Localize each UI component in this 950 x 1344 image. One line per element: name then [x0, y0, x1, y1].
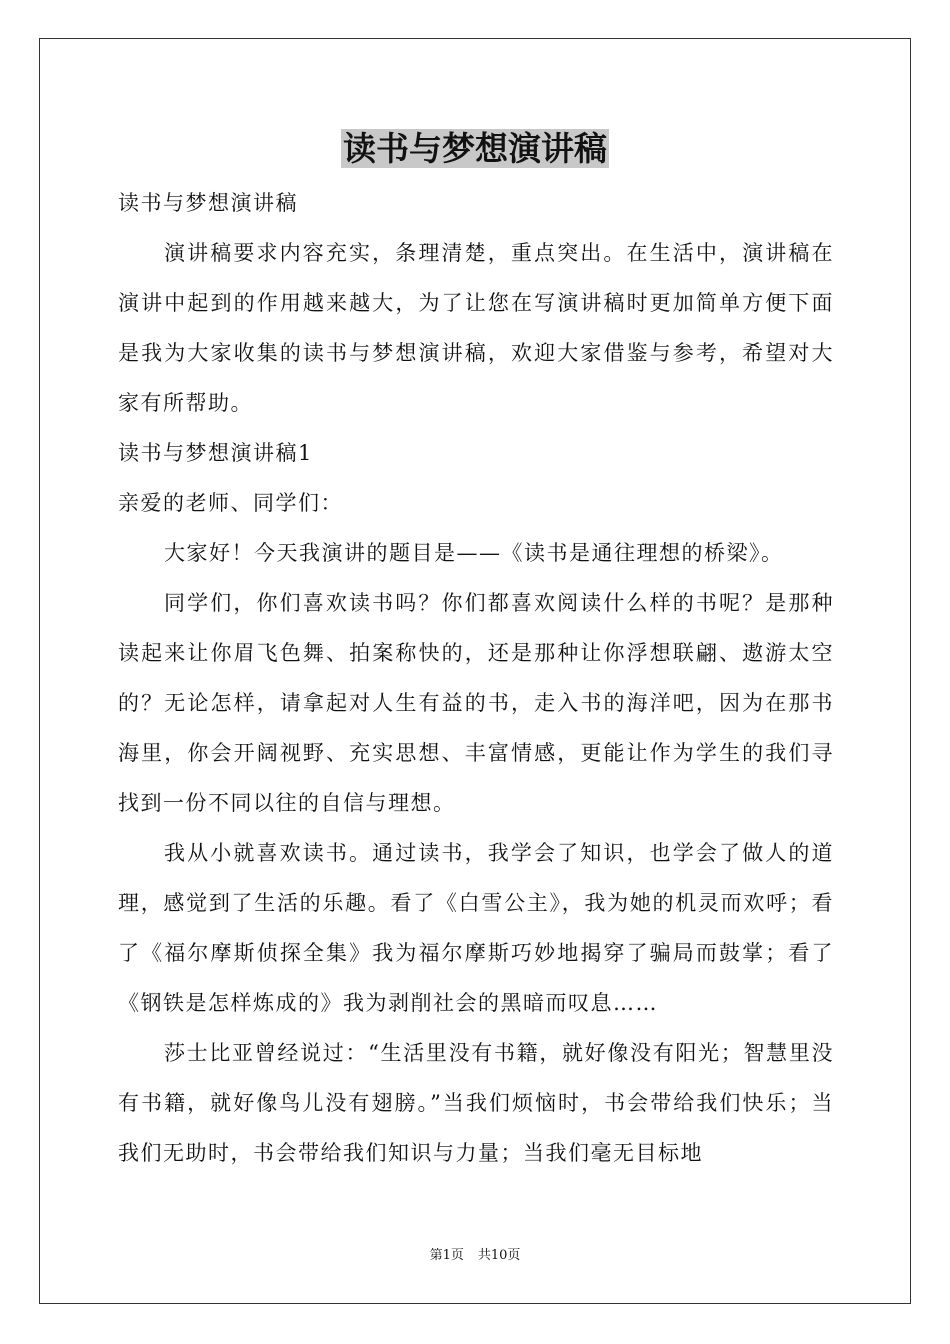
paragraph: 我从小就喜欢读书。通过读书，我学会了知识，也学会了做人的道理，感觉到了生活的乐趣。看了《白雪公主》，我为她的机灵而欢呼；看了《福尔摩斯侦探全集》我为福尔摩斯巧妙地揭穿了骗局而鼓掌；看了《钢铁是怎样炼成的》我为剥削社会的黑暗而叹息…… [118, 841, 834, 1015]
document-body [118, 178, 834, 1178]
document-title-text: 读书与梦想演讲稿 [343, 129, 607, 168]
paragraph: 演讲稿要求内容充实，条理清楚，重点突出。在生活中，演讲稿在演讲中起到的作用越来越大，为了让您在写演讲稿时更加简单方便下面是我为大家收集的读书与梦想演讲稿，欢迎大家借鉴与参考，希望对大家有所帮助。 [118, 241, 834, 415]
paragraph: 读书与梦想演讲稿1 [118, 441, 313, 465]
page-number: 第1页 [429, 1248, 464, 1263]
paragraph: 大家好！今天我演讲的题目是——《读书是通往理想的桥梁》。 [164, 541, 784, 565]
page-footer [0, 1246, 950, 1266]
paragraph: 同学们，你们喜欢读书吗？你们都喜欢阅读什么样的书呢？是那种读起来让你眉飞色舞、拍案称快的，还是那种让你浮想联翩、遨游太空的？无论怎样，请拿起对人生有益的书，走入书的海洋吧，因为在那书海里，你会开阔视野、充实思想、丰富情感，更能让作为学生的我们寻找到一份不同以往的自信与理想。 [118, 591, 834, 815]
page-total: 共10页 [477, 1248, 521, 1263]
paragraph: 莎士比亚曾经说过：“生活里没有书籍，就好像没有阳光；智慧里没有书籍，就好像鸟儿没有翅膀。”当我们烦恼时，书会带给我们快乐；当我们无助时，书会带给我们知识与力量；当我们毫无目标地 [118, 1041, 834, 1165]
paragraph: 亲爱的老师、同学们： [118, 491, 343, 515]
document-title [0, 126, 950, 172]
paragraph: 读书与梦想演讲稿 [118, 191, 298, 215]
